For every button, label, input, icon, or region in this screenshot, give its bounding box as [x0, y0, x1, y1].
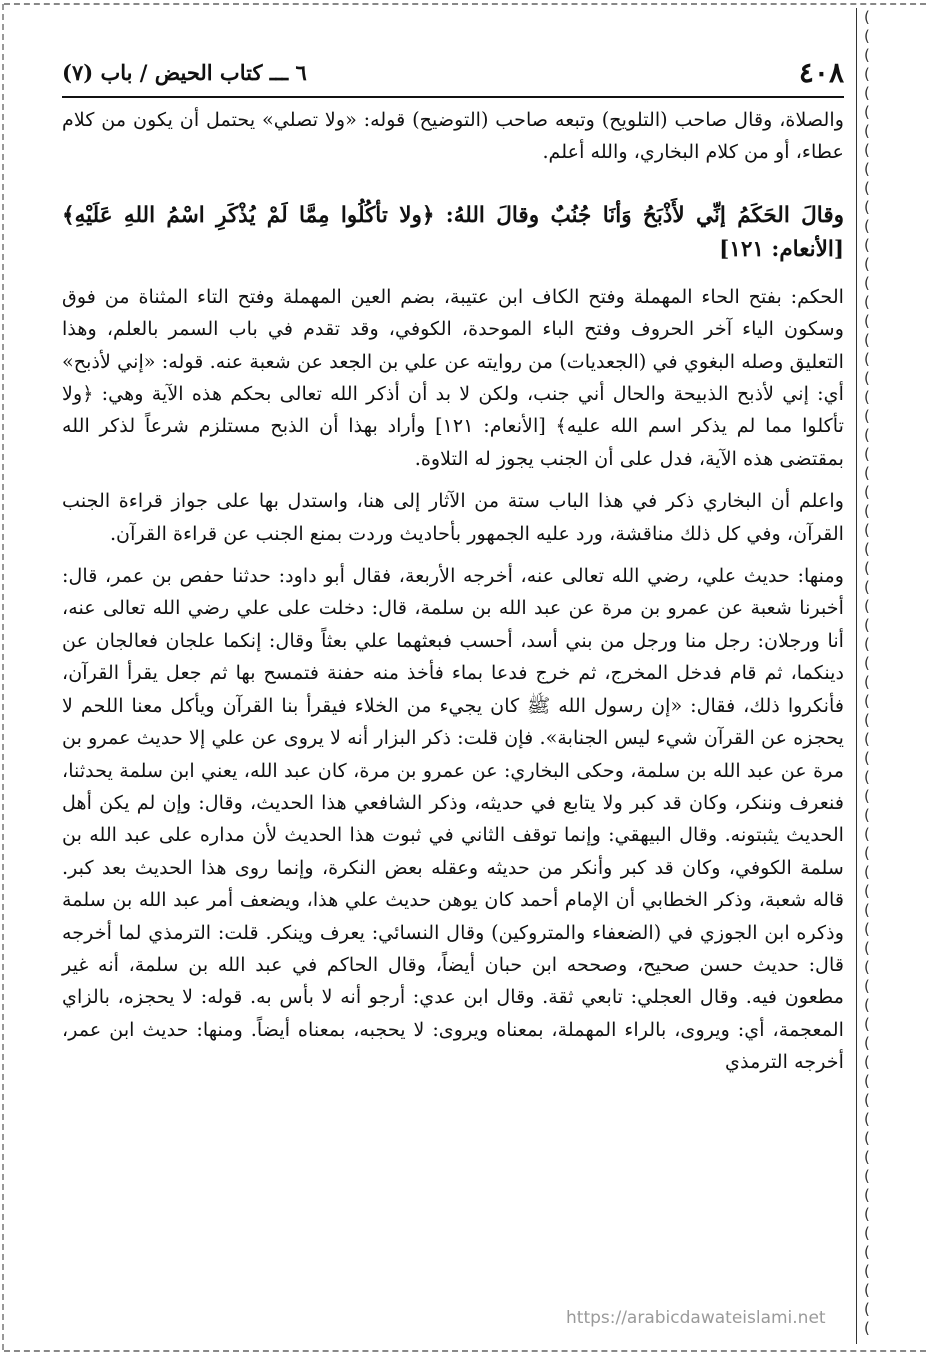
page-edge-bottom	[4, 1350, 926, 1352]
spine-binding-marks: ( ( ( ( ( ( ( ( ( ( ( ( ( ( ( ( ( ( ( ( ( ( ( ( ( ( ( ( ( ( ( ( ( ( ( ( ( ( ( ( ( ( ( ( ( ( ( ( ( ( ( ( ( ( ( ( ( ( ( ( ( ( ( ( ( ( ( ( ( (	[864, 8, 870, 1337]
page-header	[62, 52, 844, 98]
matn-heading: وقالَ الحَكَمُ إنِّي لأَذْبَحُ وَأنَا جُنُبٌ وقالَ اللهُ: ﴿ولا تأكُلُوا مِمَّا لَمْ يُذْكَرِ اسْمُ اللهِ عَلَيْهِ﴾ [الأنعام: ١٢١]	[62, 202, 844, 262]
paragraph-4: ومنها: حديث علي، رضي الله تعالى عنه، أخرجه الأربعة، فقال أبو داود: حدثنا حفص بن عمر، قال: أخبرنا شعبة عن عمرو بن مرة عن عبد الله بن سلمة، قال: دخلت على علي رضي الله تعالى عنه، أنا ورجلان: رجل منا ورجل من بني أسد، أحسب فبعثهما علي بعثاً وقال: إنكما علجان فعالجان عن دينكما، ثم قام فدخل المخرج، ثم خرج فدعا بماء فأخذ منه حفنة فتمسح بها ثم جعل يقرأ القرآن، فأنكروا ذلك، فقال: «إن رسول الله ﷺ كان يجيء من الخلاء فيقرأ بنا القرآن ويأكل معنا اللحم لا يحجزه عن القرآن شيء ليس الجنابة». فإن قلت: ذكر البزار أنه لا يروى عن علي إلا حديث عمرو بن مرة عن عبد الله بن سلمة، وحكى البخاري: عن عمرو بن مرة، كان عبد الله، يعني ابن سلمة يحدثنا، فنعرف وننكر، وكان قد كبر ولا يتابع في حديثه، وذكر الشافعي هذا الحديث، وقال: وإن لم يكن أهل الحديث يثبتونه. وقال البيهقي: وإنما توقف الثاني في ثبوت هذا الحديث لأن مداره على عبد الله بن سلمة الكوفي، وكان قد كبر وأنكر من حديثه وعقله بعض النكرة، وإنما روى هذا الحديث بعد كبر. قاله شعبة، وذكر الخطابي أن الإمام أحمد كان يوهن حديث علي هذا، ويضعف أمر عبد الله بن سلمة وذكره ابن الجوزي في (الضعفاء والمتروكين) وقال النسائي: يعرف وينكر. قلت: الترمذي لما أخرجه قال: حديث حسن صحيح، وصححه ابن حبان أيضاً، وقال الحاكم في عبد الله بن سلمة، أنه غير مطعون فيه. وقال العجلي: تابعي ثقة. وقال ابن عدي: أرجو أنه لا بأس به. قوله: لا يحجزه، بالزاي المعجمة، أي: ويروى، بالراء المهملة، بمعناه ويروى: لا يحجبه، بمعناه أيضاً. ومنها: حديث ابن عمر، أخرجه الترمذي	[62, 564, 844, 1074]
document-page	[62, 52, 844, 1342]
paragraph-1: والصلاة، وقال صاحب (التلويح) وتبعه صاحب (التوضيح) قوله: «ولا تصلي» يحتمل أن يكون من كلام عطاء، أو من كلام البخاري، والله أعلم.	[62, 108, 844, 164]
paragraph-3: واعلم أن البخاري ذكر في هذا الباب ستة من الآثار إلى هنا، واستدل بها على جواز قراءة الجنب القرآن، وفي كل ذلك مناقشة، ورد عليه الجمهور بأحاديث وردت بمنع الجنب عن قراءة القرآن.	[62, 489, 844, 545]
book-spine	[852, 8, 932, 1344]
page-edge-left	[2, 4, 4, 1350]
page-number: ٤٠٨	[798, 56, 844, 89]
page-edge-top	[4, 3, 926, 5]
paragraph-2: الحكم: بفتح الحاء المهملة وفتح الكاف ابن عتيبة، بضم العين المهملة وفتح التاء المثناة من فوق وسكون الياء آخر الحروف وفتح الباء الموحدة، الكوفي، وقد تقدم في باب السمر بالعلم، وهذا التعليق وصله البغوي في (الجعديات) من روايته عن علي بن الجعد عن شعبة عنه. قوله: «إني لأذبح» أي: إني لأذبح الذبيحة والحال أني جنب، ولكن لا بد أن أذكر الله تعالى بحكم هذه الآية وهي: ﴿ولا تأكلوا مما لم يذكر اسم الله عليه﴾ [الأنعام: ١٢١] وأراد بهذا أن الذبح مستلزم شرعاً لذكر الله بمقتضى هذه الآية، فدل على أن الجنب يجوز له التلاوة.	[62, 284, 844, 470]
running-title: ٦ ـــ كتاب الحيض / باب (٧)	[62, 60, 307, 85]
watermark-url: https://arabicdawateislami.net	[566, 1308, 826, 1328]
spine-line	[856, 8, 857, 1344]
